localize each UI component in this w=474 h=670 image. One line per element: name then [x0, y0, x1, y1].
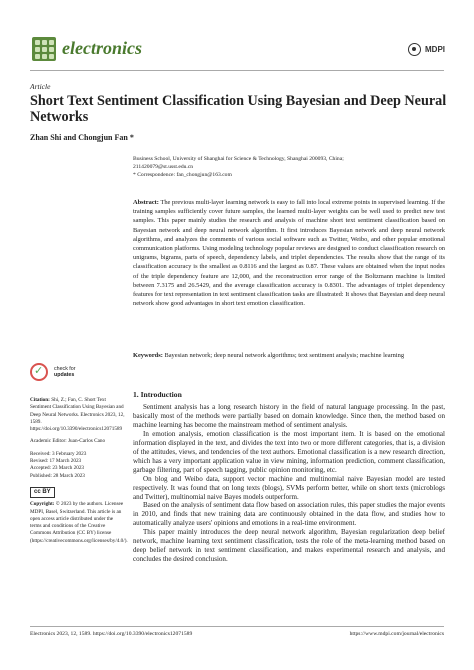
correspondence[interactable]: * Correspondence: fan_chongjun@163.com: [133, 172, 232, 178]
publisher-logo[interactable]: [408, 40, 445, 58]
footer-journal-link[interactable]: https://www.mdpi.com/journal/electronics: [349, 631, 444, 637]
check-updates-line2: updates: [54, 372, 75, 379]
header-divider: [30, 70, 444, 71]
footer-divider: [30, 626, 444, 627]
copyright: [30, 501, 128, 545]
paragraph: In emotion analysis, emotion classification is the most important item. It is based on the emotional information displayed in the text, and divides the text into two or more different categories, that is, a division of the attitudes, views, and tendencies of the text authors. Emotional classification is a new research direction, which has a very important application value in view mining, information prediction, comment classification, garbage filtering, part of speech tagging, public opinion monitoring, etc.: [133, 429, 445, 474]
check-updates-line1: check for: [54, 366, 76, 373]
citation-label: Citation:: [30, 397, 50, 403]
paragraph: On blog and Weibo data, support vector machine and multinomial naive Bayesian model are tested respectively. It was found that on long texts (blogs), SVMs perform better, while on short texts (microblogs and Twitter), multinomial naive Bayes models outperform.: [133, 474, 445, 501]
keywords-label: Keywords:: [133, 352, 163, 359]
keywords-text: Bayesian network; deep neural network algorithms; text sentiment analysis; machine learning: [164, 352, 405, 359]
abstract: [133, 198, 445, 308]
publisher-name: MDPI: [425, 44, 445, 54]
paragraph: Sentiment analysis has a long research history in the field of natural language processing. In the past, basically most of the methods were partially based on domain knowledge. Since then, the method based on machine learning has become the mainstream method of sentiment analysis.: [133, 403, 445, 429]
sidebar: [30, 397, 128, 545]
published-date: Published: 28 March 2023: [30, 472, 85, 479]
abstract-label: Abstract:: [133, 199, 159, 206]
journal-name[interactable]: electronics: [62, 38, 142, 58]
check-updates-icon: [30, 363, 48, 381]
keywords: [133, 351, 445, 360]
academic-editor: Academic Editor: Juan-Carlos Cano: [30, 438, 106, 445]
accepted-date: Accepted: 23 March 2023: [30, 465, 85, 472]
citation: [30, 397, 125, 433]
journal-logo: [32, 37, 56, 61]
citation-text[interactable]: Shi, Z.; Fan, C. Short Text Sentiment Classification Using Bayesian and Deep Neural Networks. Electronics 2023, 12, 1589. https://doi.org/10.3390/electronics12071589: [30, 397, 125, 433]
check-for-updates-button[interactable]: [30, 363, 76, 381]
affiliation: [133, 155, 438, 179]
footer: [30, 631, 444, 637]
revised-date: Revised: 17 March 2023: [30, 458, 82, 465]
article-type: Article: [30, 82, 51, 91]
cc-by-license-badge[interactable]: cc BY: [30, 487, 55, 498]
copyright-text: © 2023 by the authors. Licensee MDPI, Basel, Switzerland. This article is an open access article distributed under the terms and conditions of the Creative Commons Attribution (CC BY) license (https://creativecommons.org/licenses/by/4.0/).: [30, 501, 128, 544]
mdpi-icon: [408, 43, 421, 56]
paragraph: This paper mainly introduces the deep neural network algorithm, Bayesian regularization deep belief network, machine learning text sentiment classification, tests the role of the meta-learning method based on deep belief network in text sentiment classification, and makes experimental research and analysis, and concludes the desired conclusion.: [133, 528, 445, 564]
paragraph: Based on the analysis of sentiment data flow based on association rules, this paper studies the major events in 2010, and finds that new training data are continuously obtained in the data flow, and studies how to automatically analyze users' opinions and emotions in a real-time environment.: [133, 501, 445, 528]
copyright-label: Copyright:: [30, 501, 55, 508]
authors: Zhan Shi and Chongjun Fan *: [30, 133, 134, 142]
affiliation-email[interactable]: 211420079@st.usst.edu.cn: [133, 164, 194, 170]
paper-title: Short Text Sentiment Classification Using Bayesian and Deep Neural Networks: [30, 93, 447, 125]
affiliation-line: Business School, University of Shanghai for Science & Technology, Shanghai 200093, China;: [133, 156, 344, 162]
section-body: [133, 403, 445, 564]
received-date: Received: 3 February 2023: [30, 450, 87, 457]
footer-citation[interactable]: Electronics 2023, 12, 1589. https://doi.org/10.3390/electronics12071589: [30, 631, 193, 637]
section-heading: 1. Introduction: [133, 390, 182, 399]
abstract-text: The previous multi-layer learning network is easy to fall into local extreme points in supervised learning. If the training samples sufficiently cover future samples, the learned multi-layer weights can be well used to predict new test samples. This paper mainly studies the research and analysis of machine short text sentiment classification based on Bayesian network and deep neural network algorithm. It first introduces Bayesian network and deep neural network algorithms, and analyzes the comments of various social software such as Twitter, Weibo, and other popular emotional communication platforms. Using modeling technology popular reviews are designed to conduct classification research on unigrams, bigrams, parts of speech, dependency labels, and triplet dependencies. The results show that the range of its classification accuracy is the smallest as 0.8116 and the largest as 0.87. These values are obtained when the input nodes of the triple dependency feature are 12,000, and the reconstruction error range of the Boltzmann machine is limited between 7.3175 and 26.5429, and the average classification accuracy is 0.8301. The advantages of triplet dependency features for text representation in text sentiment classification tasks are illustrated: It shows that Bayesian and deep neural network show good advantages in short text emotion classification.: [133, 199, 446, 308]
